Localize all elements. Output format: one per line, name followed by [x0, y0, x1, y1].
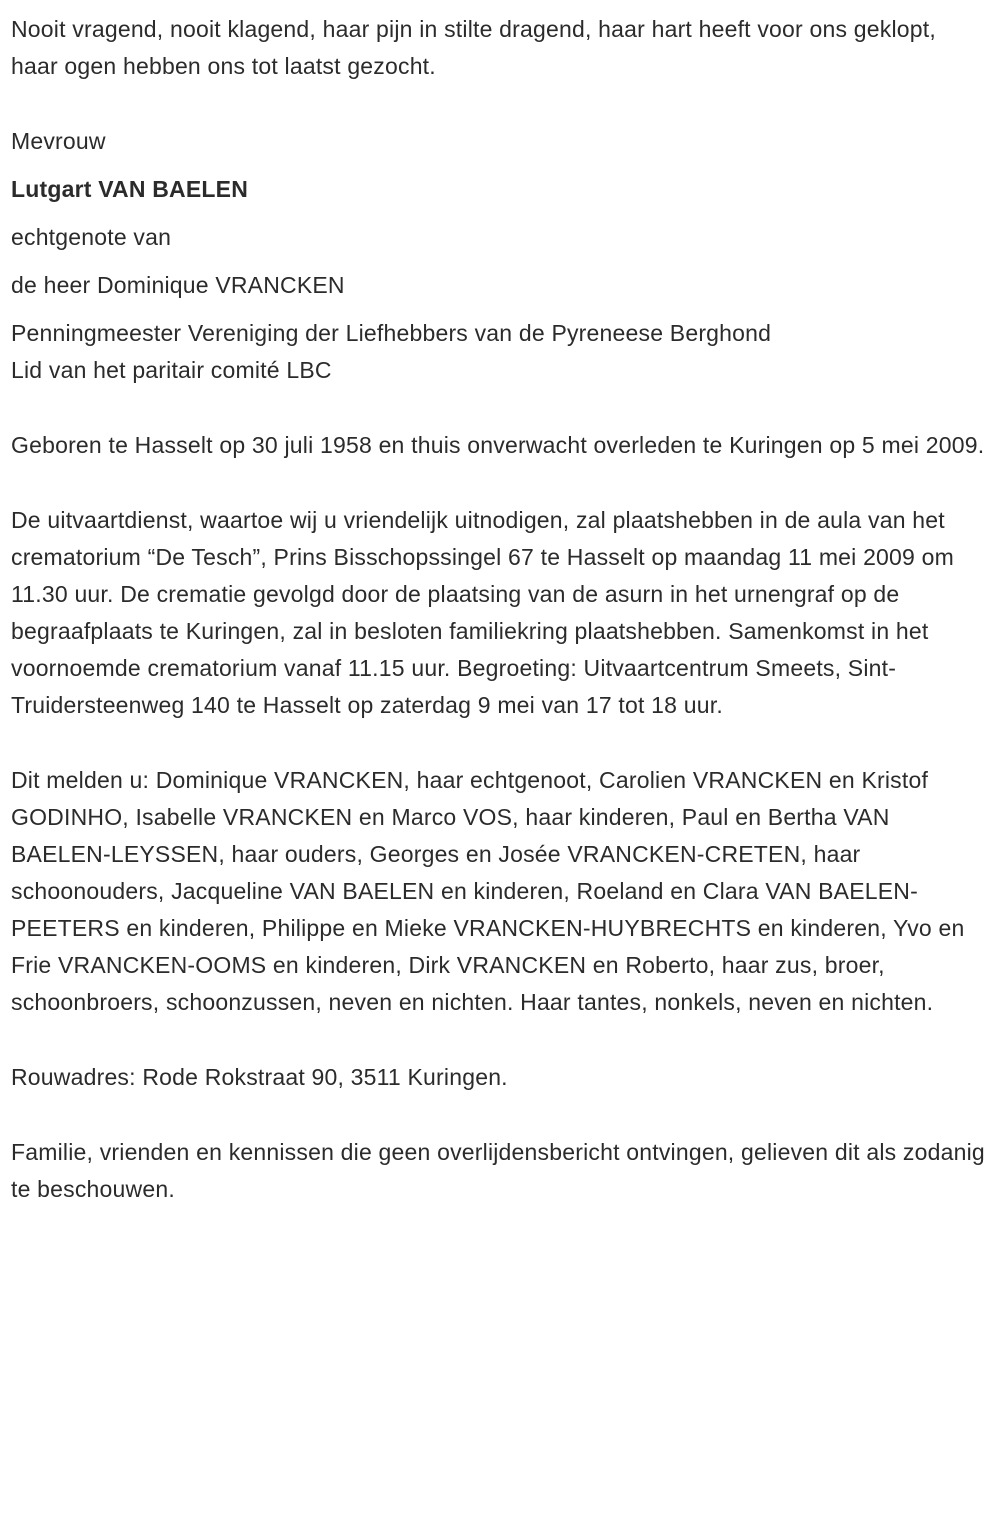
salutation: Mevrouw — [11, 128, 106, 154]
service-information: De uitvaartdienst, waartoe wij u vriendelijk uitnodigen, zal plaatshebben in de aula van het crematorium “De Tesch”, Prins Bisschopssingel 67 te Hasselt op maandag 11 mei 2009 om 11.30 uur. De crematie gevolgd door de plaatsing van de asurn in het urnengraf op de begraafplaats te Kuringen, zal in besloten familiekring plaatshebben. Samenkomst in het voornoemde crematorium vanaf 11.15 uur. Begroeting: Uitvaartcentrum Smeets, Sint-Truidersteenweg 140 te Hasselt op zaterdag 9 mei van 17 tot 18 uur. — [11, 507, 954, 718]
roles-section — [11, 315, 988, 389]
deceased-name: Lutgart VAN BAELEN — [11, 176, 249, 202]
role-line-1: Penningmeester Vereniging der Liefhebbers van de Pyreneese Berghond — [11, 320, 772, 346]
memorial-quote: Nooit vragend, nooit klagend, haar pijn in stilte dragend, haar hart heeft voor ons geklopt, haar ogen hebben ons tot laatst gezocht. — [11, 16, 936, 79]
family-announcement: Dit melden u: Dominique VRANCKEN, haar echtgenoot, Carolien VRANCKEN en Kristof GODINHO, Isabelle VRANCKEN en Marco VOS, haar kinderen, Paul en Bertha VAN BAELEN-LEYSSEN, haar ouders, Georges en Josée VRANCKEN-CRETEN, haar schoonouders, Jacqueline VAN BAELEN en kinderen, Roeland en Clara VAN BAELEN-PEETERS en kinderen, Philippe en Mieke VRANCKEN-HUYBRECHTS en kinderen, Yvo en Frie VRANCKEN-OOMS en kinderen, Dirk VRANCKEN en Roberto, haar zus, broer, schoonbroers, schoonzussen, neven en nichten. Haar tantes, nonkels, neven en nichten. — [11, 767, 965, 1015]
closing-note: Familie, vrienden en kennissen die geen overlijdensbericht ontvingen, gelieven dit als zodanig te beschouwen. — [11, 1139, 985, 1202]
life-dates: Geboren te Hasselt op 30 juli 1958 en thuis onverwacht overleden te Kuringen op 5 mei 2009. — [11, 432, 985, 458]
spouse-name: de heer Dominique VRANCKEN — [11, 272, 345, 298]
relation-label: echtgenote van — [11, 224, 172, 250]
role-line-2: Lid van het paritair comité LBC — [11, 357, 332, 383]
mourning-address: Rouwadres: Rode Rokstraat 90, 3511 Kuringen. — [11, 1064, 508, 1090]
